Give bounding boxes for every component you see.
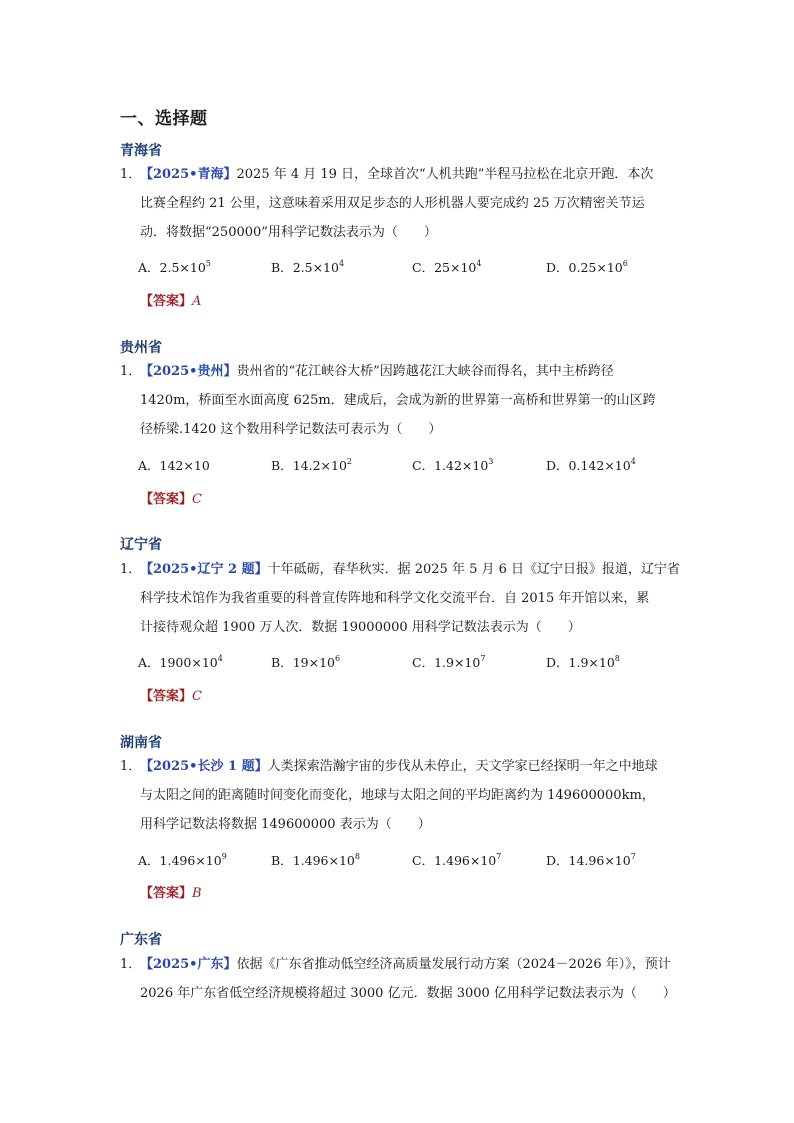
question-number: 1．	[120, 364, 142, 379]
question-line: 与太阳之间的距离随时间变化而变化，地球与太阳之间的平均距离约为 149600000km，	[140, 788, 655, 803]
answer-label: 【答案】	[140, 492, 193, 507]
province-heading: 青海省	[120, 143, 162, 159]
question-text	[120, 160, 680, 247]
answer-value: A	[192, 294, 202, 309]
question-source: 【2025•长沙 1 题】	[140, 759, 268, 774]
question-text	[120, 555, 680, 642]
answer-label: 【答案】	[140, 689, 193, 704]
choice-a[interactable]: A．142×10	[138, 458, 210, 473]
question-source: 【2025•广东】	[140, 957, 237, 972]
question-line	[120, 950, 680, 979]
choice-b[interactable]: B．$19\times 10^6$	[271, 654, 341, 670]
question-line	[120, 555, 680, 584]
choice-d[interactable]: D．$1.9\times 10^8$	[546, 654, 620, 670]
answer-label: 【答案】	[140, 886, 193, 901]
choice-d[interactable]: D．$14.96\times 10^7$	[546, 852, 636, 868]
choice-list	[138, 653, 698, 675]
choice-c[interactable]: C．$1.496\times 10^7$	[412, 852, 502, 868]
question-source: 【2025•青海】	[140, 167, 237, 182]
section-title: 一、选择题	[120, 109, 208, 129]
question-line: 科学技术馆作为我省重要的科普宣传阵地和科学文化交流平台．自 2015 年开馆以来，累	[140, 591, 650, 606]
question-line: 2026 年广东省低空经济规模将超过 3000 亿元．数据 3000 亿用科学记数法表示为（ ）	[140, 986, 676, 1001]
choice-a[interactable]: A．$2.5\times 10^5$	[138, 259, 211, 275]
answer-line	[140, 882, 202, 901]
choice-list	[138, 258, 698, 280]
choice-b[interactable]: B．$1.496\times 10^8$	[271, 852, 360, 868]
choice-d[interactable]: D．$0.25\times 10^6$	[546, 259, 628, 275]
choice-a[interactable]: A．$1.496\times 10^9$	[138, 852, 227, 868]
choice-c[interactable]: C．$1.9\times 10^7$	[412, 654, 486, 670]
choice-c[interactable]: C．$1.42\times 10^3$	[412, 457, 494, 473]
answer-line	[140, 685, 202, 704]
question-line-text: 依据《广东省推动低空经济高质量发展行动方案（2024－2026 年）》，预计	[236, 957, 671, 972]
choice-b[interactable]: B．$14.2\times 10^2$	[271, 457, 352, 473]
question-line-text: 十年砥砺，春华秋实．据 2025 年 5 月 6 日《辽宁日报》报道，辽宁省	[267, 562, 681, 577]
province-heading: 广东省	[120, 932, 162, 948]
question-number: 1．	[120, 562, 142, 577]
province-heading: 贵州省	[120, 340, 162, 356]
question-line: 径桥梁.1420 这个数用科学记数法可表示为（ ）	[140, 422, 442, 437]
question-line: 动．将数据“250000”用科学记数法表示为（ ）	[140, 225, 437, 240]
province-heading: 湖南省	[120, 735, 162, 751]
question-text	[120, 357, 680, 444]
question-line: 比赛全程约 21 公里，这意味着采用双足步态的人形机器人要完成约 25 万次精密关节运	[140, 196, 645, 211]
question-number: 1．	[120, 957, 142, 972]
choice-d[interactable]: D．$0.142\times 10^4$	[546, 457, 636, 473]
question-line: 1420m，桥面至水面高度 625m．建成后，会成为新的世界第一高桥和世界第一的山区跨	[140, 393, 656, 408]
choice-b[interactable]: B．$2.5\times 10^4$	[271, 259, 345, 275]
answer-value: C	[192, 492, 202, 507]
question-number: 1．	[120, 759, 142, 774]
choice-c[interactable]: C．$25\times 10^4$	[412, 259, 482, 275]
question-line-text: 人类探索浩瀚宇宙的步伐从未停止，天文学家已经探明一年之中地球	[267, 759, 658, 774]
choice-list	[138, 456, 698, 478]
answer-line	[140, 488, 202, 507]
question-line	[120, 357, 680, 386]
question-line: 用科学记数法将数据 149600000 表示为（ ）	[140, 817, 431, 832]
province-heading: 辽宁省	[120, 537, 162, 553]
question-line-text: 贵州省的“花江峡谷大桥”因跨越花江大峡谷而得名，其中主桥跨径	[236, 364, 614, 379]
choice-a[interactable]: A．$1900\times 10^4$	[138, 654, 223, 670]
answer-label: 【答案】	[140, 294, 193, 309]
question-line-text: 2025 年 4 月 19 日，全球首次“人机共跑”半程马拉松在北京开跑．本次	[236, 167, 654, 182]
answer-value: B	[192, 886, 202, 901]
question-source: 【2025•辽宁 2 题】	[140, 562, 268, 577]
question-number: 1．	[120, 167, 142, 182]
question-line	[120, 160, 680, 189]
answer-value: C	[192, 689, 202, 704]
question-line	[120, 752, 680, 781]
question-line: 计接待观众超 1900 万人次．数据 19000000 用科学记数法表示为（ ）	[140, 620, 581, 635]
question-source: 【2025•贵州】	[140, 364, 237, 379]
question-text	[120, 950, 680, 1008]
question-text	[120, 752, 680, 839]
choice-list	[138, 851, 698, 873]
answer-line	[140, 290, 201, 309]
